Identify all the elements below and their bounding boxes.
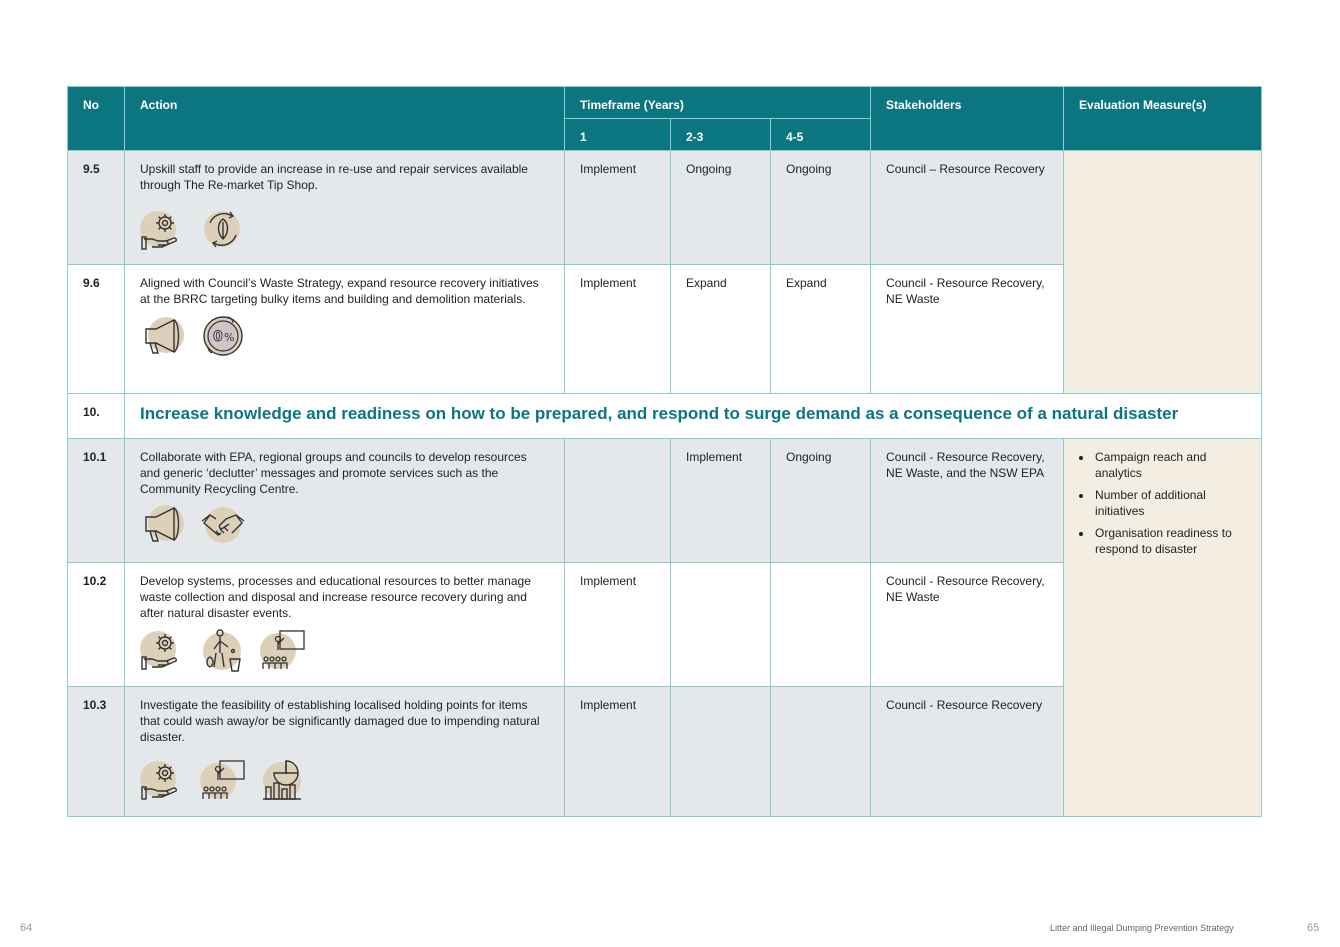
header-timeframe: Timeframe (Years) [565,87,871,119]
action-text: Upskill staff to provide an increase in re-use and repair services available through The Re-market Tip Shop. [140,162,528,192]
handshake-icon [200,501,246,547]
row-action [125,687,565,817]
hand-gear-icon [140,757,186,803]
person-bin-icon [200,627,246,673]
row-action [125,563,565,687]
evaluation-list [1079,449,1246,557]
megaphone-icon [140,313,186,359]
row-action [125,151,565,265]
chart-icon [260,757,306,803]
row-number: 10.2 [68,563,125,687]
icon-group [140,627,549,673]
header-no: No [68,87,125,151]
year-4-5-cell [771,563,871,687]
row-number: 9.6 [68,265,125,394]
year-1-cell: Implement [565,151,671,265]
stakeholders-cell: Council - Resource Recovery, NE Waste, and the NSW EPA [871,439,1064,563]
icon-group [140,313,549,359]
year-2-3-cell: Ongoing [671,151,771,265]
row-number: 10.1 [68,439,125,563]
year-1-cell [565,439,671,563]
icon-group [140,757,549,803]
goal-row [68,394,1262,439]
icon-group [140,207,549,253]
stakeholders-cell: Council – Resource Recovery [871,151,1064,265]
action-text: Collaborate with EPA, regional groups and councils to develop resources and generic ‘declutter’ messages and promote services such as the Community Recycling Centre. [140,450,527,496]
presentation-icon [200,757,246,803]
year-2-3-cell [671,687,771,817]
header-evaluation: Evaluation Measure(s) [1064,87,1262,151]
row-number: 9.5 [68,151,125,265]
evaluation-cell-9 [1064,151,1262,394]
table-row [68,151,1262,265]
evaluation-item: • Campaign reach and analytics [1093,449,1246,481]
stakeholders-cell: Council - Resource Recovery [871,687,1064,817]
header-year-4-5: 4-5 [771,119,871,151]
year-2-3-cell [671,563,771,687]
goal-number: 10. [68,394,125,439]
evaluation-item: • Organisation readiness to respond to disaster [1093,525,1246,557]
header-stakeholders: Stakeholders [871,87,1064,151]
action-text: Develop systems, processes and educational resources to better manage waste collection and disposal and increase resource recovery during and after natural disaster events. [140,574,531,620]
evaluation-item: • Number of additional initiatives [1093,487,1246,519]
row-action [125,265,565,394]
document-title: Litter and Illegal Dumping Prevention Strategy [1050,923,1234,933]
row-action [125,439,565,563]
stakeholders-cell: Council - Resource Recovery, NE Waste [871,265,1064,394]
evaluation-cell-10 [1064,439,1262,817]
year-1-cell: Implement [565,265,671,394]
year-1-cell: Implement [565,687,671,817]
action-text: Investigate the feasibility of establishing localised holding points for items that could wash away/or be significantly damaged due to impending natural disaster. [140,698,540,744]
zero-percent-icon [200,313,246,359]
stakeholders-cell: Council - Resource Recovery, NE Waste [871,563,1064,687]
header-action: Action [125,87,565,151]
megaphone-icon [140,501,186,547]
row-number: 10.3 [68,687,125,817]
hand-gear-icon [140,207,186,253]
action-plan-table [67,86,1262,817]
hand-gear-icon [140,627,186,673]
header-year-2-3: 2-3 [671,119,771,151]
year-4-5-cell: Ongoing [771,151,871,265]
recycle-leaf-icon [200,207,246,253]
year-4-5-cell: Ongoing [771,439,871,563]
action-text: Aligned with Council’s Waste Strategy, expand resource recovery initiatives at the BRRC targeting bulky items and building and demolition materials. [140,276,539,306]
year-4-5-cell [771,687,871,817]
table-row [68,439,1262,563]
presentation-icon [260,627,306,673]
year-1-cell: Implement [565,563,671,687]
page-number-right: 65 [1307,922,1320,934]
year-4-5-cell: Expand [771,265,871,394]
goal-heading: Increase knowledge and readiness on how to be prepared, and respond to surge demand as a consequence of a natural disaster [125,394,1262,439]
page-number-left: 64 [20,922,33,934]
icon-group [140,501,549,547]
year-2-3-cell: Implement [671,439,771,563]
header-year-1: 1 [565,119,671,151]
year-2-3-cell: Expand [671,265,771,394]
